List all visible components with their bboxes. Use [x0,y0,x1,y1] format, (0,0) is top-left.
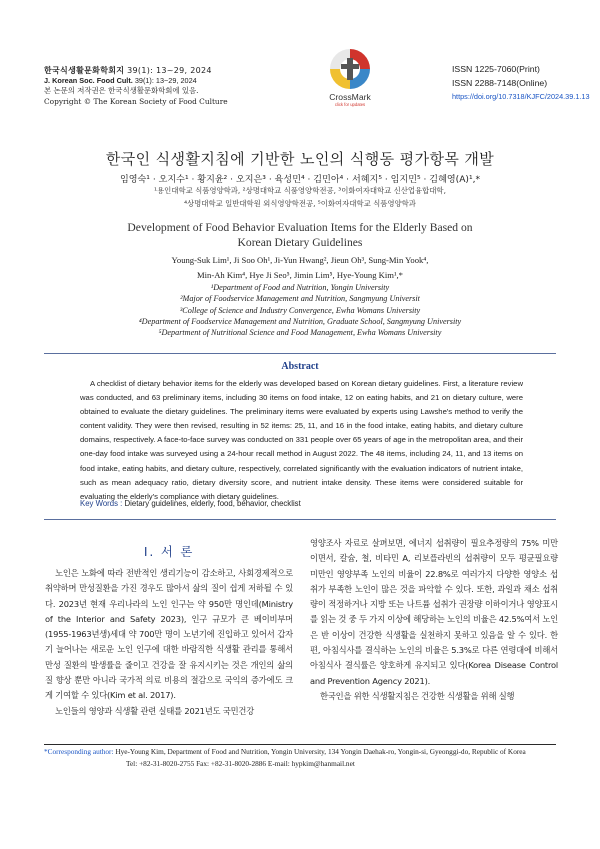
title-korean: 한국인 식생활지침에 기반한 노인의 식행동 평가항목 개발 [105,150,495,168]
keywords-list: Dietary guidelines, elderly, food, behavior, checklist [122,499,301,508]
doi-link[interactable]: https://doi.org/10.7318/KJFC/2024.39.1.13 [452,92,590,101]
authors-korean: 임영숙¹ · 오지수¹ · 황지윤² · 오지은³ · 육성민⁴ · 김민아⁴ · 서혜지⁵ · 임지민⁵ · 김혜영(A)¹,* [119,175,481,185]
authors-en-line: Young-Suk Lim¹, Ji Soo Oh¹, Ji-Yun Hwang², Jieun Oh³, Sung-Min Yook⁴, [171,255,429,265]
contact-line: Tel: +82-31-8020-2755 Fax: +82-31-8020-2886 E-mail: hypkim@hanmail.net [126,759,355,769]
crossmark-icon [329,48,371,90]
paragraph: 영양조사 자료로 살펴보면, 에너지 섭취량이 필요추정량의 75% 미만이면서, 칼슘, 철, 비타민 A, 리보플라빈의 섭취량이 모두 평균필요량 미만인 영양부족 노인의 비율이 22.8%로 여러가지 다양한 영양소 섭취가 부족한 노인이 많은 것을 파악할 수 있다. 또한, 과일과 채소 섭취량이 적정하거나 지방 또는 나트륨 섭취가 권장량 이하이거나 영양표시를 읽는 것 중 두 가지 이상에 해당하는 노인의 비율은 42.5%여서 노인은 반 이상이 건강한 식생활을 실천하지 못하고 있음을 알 수 있다. 한편, 아침식사를 결식하는 노인의 비율은 5.3%로 다른 연령대에 비해서 아침식사 결식률은 양호하게 유지되고 있다(Korea Disease Control and Prevention Agency 2021). [310,538,558,686]
divider [44,353,556,354]
issn-block [452,62,590,104]
journal-name-ko: 한국식생활문화학회지 39(1): 13~29, 2024 [44,66,212,75]
footnote-rule [44,744,556,745]
right-column [310,536,558,704]
divider [44,519,556,520]
abstract-text: A checklist of dietary behavior items for the elderly was developed based on Korean dietary guidelines. First, a literature review was conducted, and 63 preliminary items, including 30 items on food intake, 12 on eating habits, and 21 on dietary culture, were obtained to evaluate the dietary guidelines. The preliminary items were evaluated by experts using Lawshe's method to verify the content validity. They were then revised, resulting in 52 items: 25, 11, and 16 in the food intake, eating habits, and dietary culture domains, respectively. A face-to-face survey was conducted on 331 people over 65 years of age in the metropolitan area, and their one-day food intake was surveyed using a 24-hour recall method in August 2022. The 48 items, including 24, 11, and 13 items on food intake, eating habits, and dietary culture, respectively, correlated significantly with the evaluation indicators of nutrient intake, such as mean adequacy ratio, dietary diversity score, and nutrient intake density. These items were considered suitable for evaluating the elderly's compliance with dietary guidelines. [80,379,524,501]
paragraph: 노인은 노화에 따라 전반적인 생리기능이 감소하고, 사회경제적으로 취약하며 만성질환을 가진 경우도 많아서 삶의 질이 쉽게 저하될 수 있다. 2023년 현재 우리나라의 노인 인구는 약 950만 명인데(Ministry of the Interior and Safety 2023), 인구 규모가 큰 베이비부머(1955-1963년생)세대 약 700만 명이 노년기에 진입하고 있어서 갑자기 늘어나는 새로운 노인 인구에 대한 바람직한 식생활 관리를 통해서 만성 질환의 발생률을 줄이고 건강을 잘 유지시키는 것은 개인의 삶의 질 향상 뿐만 아니라 국가적 의료 비용의 절감으로 국익의 증가에도 크게 기여할 수 있다(Kim et al. 2017). [45,568,293,701]
title-en-line: Development of Food Behavior Evaluation Items for the Elderly Based on [127,221,473,234]
issn-print: ISSN 1225-7060(Print) [452,64,540,74]
section-title-introduction: I. 서 론 [143,544,195,559]
issn-online: ISSN 2288-7148(Online) [452,78,548,88]
copyright-ko: 본 논문의 저작권은 한국식생활문화학회에 있음. [44,86,199,96]
corresponding-author-note [44,746,556,771]
affiliation-en-line: ⁴Department of Foodservice Management and Nutrition, Graduate School, Sangmyung University [138,316,462,326]
crossmark-badge[interactable] [326,48,374,124]
paragraph: 노인들의 영양과 식생활 관련 실태를 2021년도 국민건강 [55,705,255,716]
crossmark-label: CrossMark [329,92,371,102]
abstract-heading: Abstract [281,361,319,372]
authors-en-line: Min-Ah Kim⁴, Hye Ji Seo⁵, Jimin Lim⁵, Hye-Young Kim¹,* [197,269,403,280]
title-en-line: Korean Dietary Guidelines [237,236,363,249]
journal-header [44,66,284,107]
crossmark-sub-label: click for updates [334,102,366,107]
affiliation-en-line: ³College of Science and Industry Convergence, Ewha Womans University [179,305,421,315]
authors-english [0,253,600,282]
affiliations-english [0,282,600,338]
affiliation-en-line: ²Major of Foodservice Management and Nutrition, Sangmyung Universit [180,294,420,304]
affiliation-ko-line: ¹용인대학교 식품영양학과, ²상명대학교 식품영양학전공, ³이화여자대학교 신산업융합대학, [154,186,446,195]
affiliation-en-line: ⁵Department of Nutritional Science and Food Management, Ewha Womans University [158,328,442,338]
affiliations-korean [0,184,600,210]
corresponding-author-line [44,746,556,758]
affiliation-ko-line: ⁴상명대학교 일반대학원 외식영양학전공, ⁵이화여자대학교 식품영양학과 [184,199,416,208]
keywords-label: Key Words : [80,499,123,508]
paragraph: 한국인을 위한 식생활지침은 건강한 식생활을 위해 실행 [320,690,515,701]
corresponding-author-address: Hye-Young Kim, Department of Food and Nutrition, Yongin University, 134 Yongin Daehak-ro, Yongin-si, Gyeonggi-do, Republic of Korea [113,747,526,756]
title-english [0,220,600,250]
corresponding-author-label: *Corresponding author: [44,747,114,756]
keywords [80,499,523,508]
copyright-en: Copyright © The Korean Society of Food Culture [44,96,228,106]
left-column [45,566,293,719]
affiliation-en-line: ¹Department of Food and Nutrition, Yongin University [210,283,390,292]
journal-name-en: J. Korean Soc. Food Cult. 39(1): 13~29, 2024 [44,76,197,86]
